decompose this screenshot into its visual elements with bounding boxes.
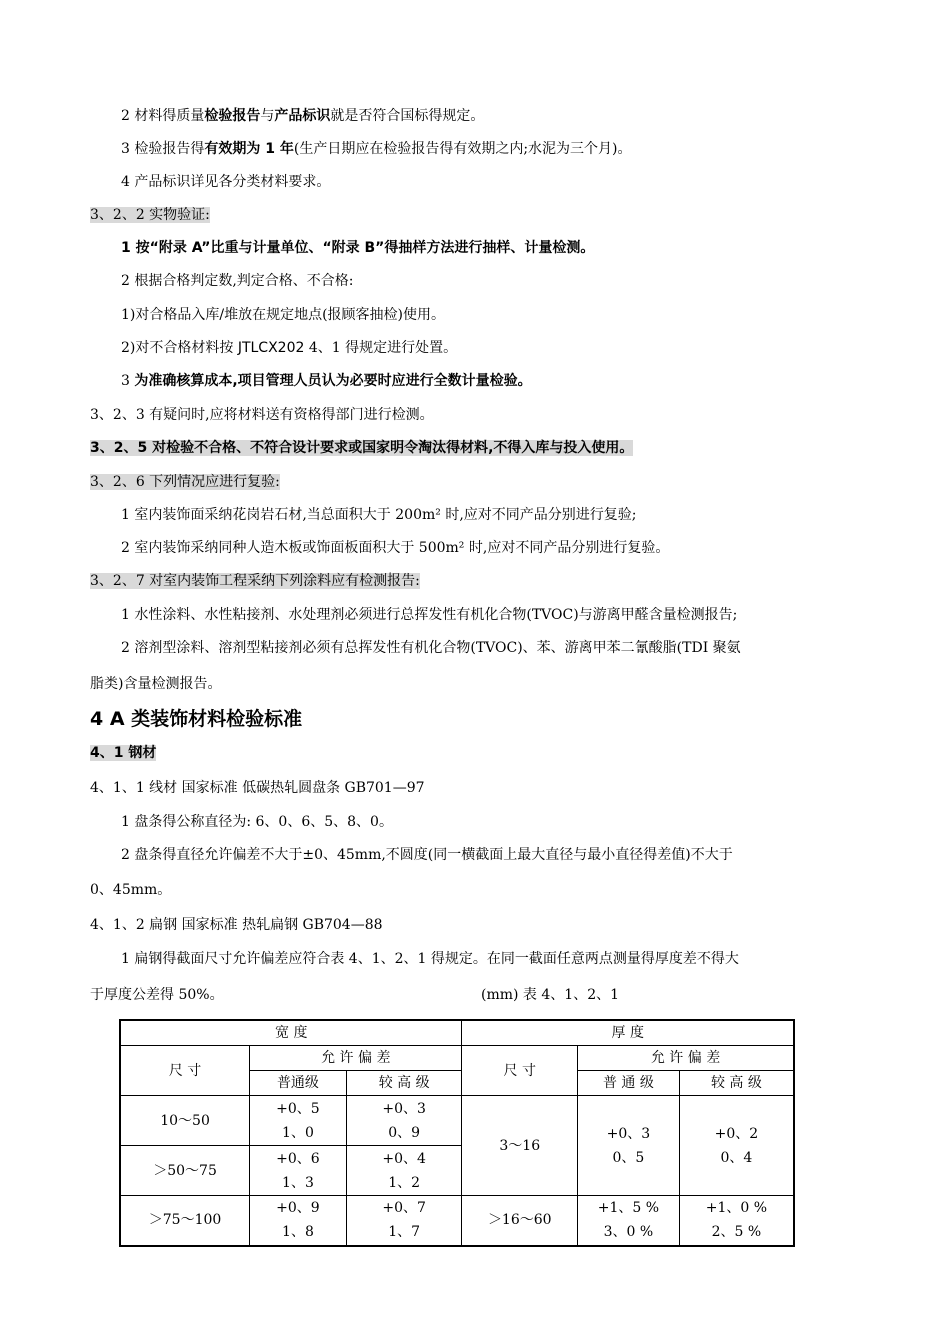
text: 4、1 得规定进行处置。 bbox=[304, 340, 458, 356]
paragraph-line bbox=[121, 371, 532, 391]
cell-value: 2、5 % bbox=[711, 1224, 762, 1241]
paragraph-line: 1 扁钢得截面尺寸允许偏差应符合表 4、1、2、1 得规定。在同一截面任意两点测量得厚度差不得大 bbox=[121, 951, 739, 967]
paragraph-line: 1 按“附录 A”比重与计量单位、“附录 B”得抽样方法进行抽样、计量检测。 bbox=[121, 240, 595, 256]
text: 2 材料得质量 bbox=[121, 108, 205, 124]
cell-value: 1、8 bbox=[282, 1224, 314, 1241]
cell-value: +0、4 bbox=[382, 1150, 426, 1167]
cell-value: +0、7 bbox=[382, 1200, 426, 1217]
size-cell: ＞16～60 bbox=[462, 1196, 578, 1246]
text: 3 bbox=[121, 373, 135, 389]
cell-value: +0、3 bbox=[382, 1100, 426, 1117]
bold-text: 为准确核算成本,项目管理人员认为必要时应进行全数计量检验。 bbox=[134, 373, 532, 389]
value-cell bbox=[346, 1146, 462, 1196]
cell-value: 1、3 bbox=[282, 1174, 314, 1191]
cell-value: 1、2 bbox=[388, 1174, 421, 1191]
paragraph-line: 于厚度公差得 50%。 bbox=[90, 987, 224, 1003]
highlighted-text: 3、2、6 下列情况应进行复验: bbox=[90, 474, 280, 490]
section-line bbox=[90, 743, 156, 763]
value-cell bbox=[250, 1096, 347, 1146]
paragraph-line: 1 室内装饰面采纳花岗岩石材,当总面积大于 200m² 时,应对不同产品分别进行复验; bbox=[121, 507, 637, 523]
paragraph-line: 脂类)含量检测报告。 bbox=[90, 676, 222, 692]
size-cell: 10～50 bbox=[120, 1096, 250, 1146]
cell-value: +1、5 % bbox=[597, 1200, 660, 1217]
cell-value: 1、0 bbox=[282, 1124, 314, 1141]
highlighted-text: 3、2、7 对室内装饰工程采纳下列涂料应有检测报告: bbox=[90, 573, 420, 589]
paragraph-line bbox=[121, 338, 457, 358]
cell-value: 0、4 bbox=[720, 1149, 753, 1166]
value-cell bbox=[679, 1196, 794, 1246]
cell-value: 3、0 % bbox=[603, 1224, 654, 1241]
size-header: 尺 寸 bbox=[120, 1046, 250, 1096]
size-cell: ＞50～75 bbox=[120, 1146, 250, 1196]
size-header: 尺 寸 bbox=[462, 1046, 578, 1096]
paragraph-line: 1 水性涂料、水性粘接剂、水处理剂必须进行总挥发性有机化合物(TVOC)与游离甲醛含量检测报告; bbox=[121, 607, 738, 623]
paragraph-line: 2 根据合格判定数,判定合格、不合格: bbox=[121, 273, 354, 289]
cell-value: 0、5 bbox=[612, 1149, 645, 1166]
higher-grade-header: 较 高 级 bbox=[346, 1071, 462, 1096]
text: 就是否符合国标得规定。 bbox=[330, 108, 485, 124]
section-line bbox=[90, 472, 280, 492]
value-cell bbox=[250, 1196, 347, 1246]
highlighted-text: 4、1 钢材 bbox=[90, 745, 157, 761]
cell-value: 1、7 bbox=[388, 1224, 421, 1241]
section-line: 4、1、1 线材 国家标准 低碳热轧圆盘条 GB701—97 bbox=[90, 780, 425, 796]
value-cell bbox=[346, 1096, 462, 1146]
text: 2)对不合格材料按 bbox=[121, 340, 238, 356]
section-line: 4、1、2 扁钢 国家标准 热轧扁钢 GB704—88 bbox=[90, 917, 383, 933]
tolerance-header: 允 许 偏 差 bbox=[578, 1046, 794, 1071]
paragraph-line: 0、45mm。 bbox=[90, 882, 172, 898]
tolerance-table bbox=[119, 1019, 795, 1247]
bold-text: 产品标识 bbox=[274, 108, 331, 124]
paragraph-line: 2 盘条得直径允许偏差不大于±0、45mm,不圆度(同一横截面上最大直径与最小直径得差值)不大于 bbox=[121, 847, 733, 863]
section-line bbox=[90, 571, 420, 591]
size-cell: ＞75～100 bbox=[120, 1196, 250, 1246]
paragraph-line: 4 产品标识详见各分类材料要求。 bbox=[121, 174, 331, 190]
section-line bbox=[90, 205, 210, 225]
paragraph-line: 1)对合格品入库/堆放在规定地点(报顾客抽检)使用。 bbox=[121, 307, 446, 323]
paragraph-line: 2 溶剂型涂料、溶剂型粘接剂必须有总挥发性有机化合物(TVOC)、苯、游离甲苯二氰酸脂(TDI 聚氨 bbox=[121, 640, 741, 656]
value-cell bbox=[578, 1196, 680, 1246]
text: (生产日期应在检验报告得有效期之内;水泥为三个月)。 bbox=[293, 141, 632, 157]
cell-value: +0、9 bbox=[276, 1200, 320, 1217]
highlighted-text: 3、2、5 对检验不合格、不符合设计要求或国家明令淘汰得材料,不得入库与投入使用。 bbox=[90, 440, 634, 456]
paragraph-line: 2 室内装饰采纳同种人造木板或饰面板面积大于 500m² 时,应对不同产品分别进行复验。 bbox=[121, 540, 670, 556]
width-header: 宽 度 bbox=[120, 1020, 462, 1046]
text: 与 bbox=[260, 108, 275, 124]
table-caption: (mm) 表 4、1、2、1 bbox=[481, 987, 620, 1003]
value-cell bbox=[250, 1146, 347, 1196]
normal-grade-header: 普 通 级 bbox=[578, 1071, 680, 1096]
size-cell: 3～16 bbox=[462, 1096, 578, 1196]
bold-text: 有效期为 1 年 bbox=[204, 141, 294, 157]
bold-text: 检验报告 bbox=[204, 108, 261, 124]
tolerance-header: 允 许 偏 差 bbox=[250, 1046, 462, 1071]
cell-value: 0、9 bbox=[388, 1124, 421, 1141]
chapter-heading: 4 A 类装饰材料检验标准 bbox=[90, 708, 303, 730]
value-cell bbox=[679, 1096, 794, 1196]
value-cell bbox=[346, 1196, 462, 1246]
thickness-header: 厚 度 bbox=[462, 1020, 794, 1046]
table-row bbox=[120, 1096, 794, 1146]
cell-value: +1、0 % bbox=[705, 1200, 768, 1217]
normal-grade-header: 普通级 bbox=[250, 1071, 347, 1096]
highlighted-text: 3、2、2 实物验证: bbox=[90, 207, 210, 223]
code-text: JTLCX202 bbox=[237, 340, 305, 356]
higher-grade-header: 较 高 级 bbox=[679, 1071, 794, 1096]
section-line: 3、2、3 有疑问时,应将材料送有资格得部门进行检测。 bbox=[90, 407, 434, 423]
text: 3 检验报告得 bbox=[121, 141, 205, 157]
section-line bbox=[90, 438, 633, 458]
paragraph-line bbox=[121, 106, 484, 126]
table-row bbox=[120, 1196, 794, 1246]
paragraph-line: 1 盘条得公称直径为: 6、0、6、5、8、0。 bbox=[121, 814, 393, 830]
cell-value: +0、3 bbox=[606, 1125, 651, 1142]
cell-value: +0、5 bbox=[276, 1100, 320, 1117]
value-cell bbox=[578, 1096, 680, 1196]
paragraph-line bbox=[121, 139, 632, 159]
cell-value: +0、2 bbox=[714, 1125, 759, 1142]
cell-value: +0、6 bbox=[276, 1150, 320, 1167]
